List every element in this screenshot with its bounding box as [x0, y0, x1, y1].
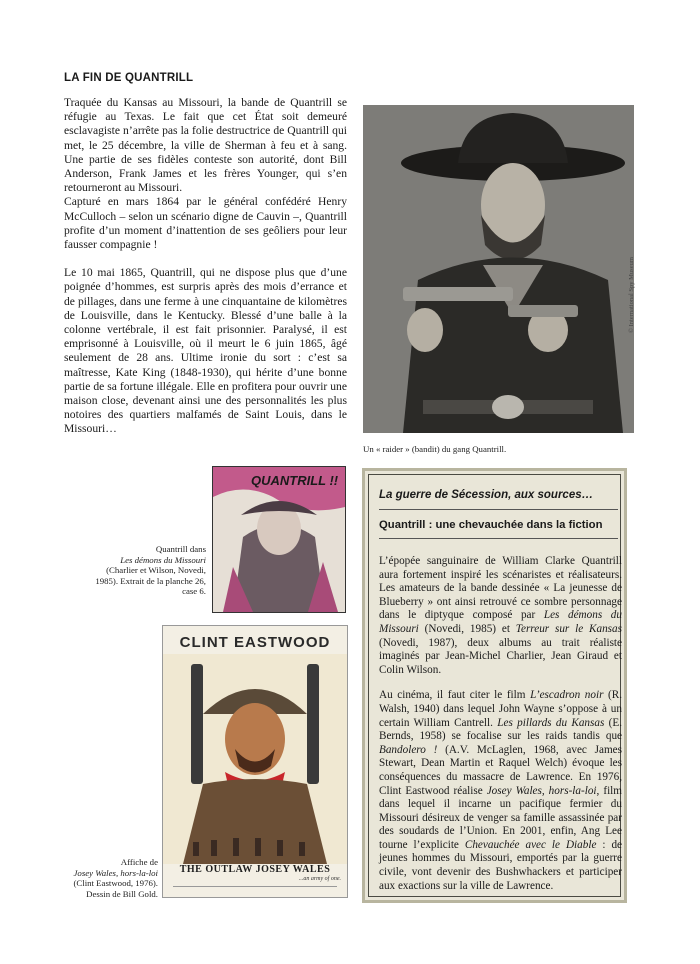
movie-poster	[162, 625, 348, 898]
photo-caption: Un « raider » (bandit) du gang Quantrill.	[363, 444, 507, 454]
comic-panel	[212, 466, 346, 613]
text-run: Les démons du Missouri	[379, 609, 622, 635]
caption-title: Les démons du Missouri	[120, 554, 206, 565]
caption-line: Quantrill dans	[155, 544, 206, 554]
caption-line: Extrait de la planche 26, case 6.	[120, 575, 206, 597]
sidebar-title: La guerre de Sécession, aux sources…	[379, 489, 594, 501]
poster-caption	[60, 857, 158, 899]
poster-tagline: ...an army of one.	[298, 876, 341, 882]
caption-line: (Charlier et Wilson, Novedi, 1985).	[95, 565, 206, 586]
raider-photo	[363, 105, 634, 433]
article-body	[64, 96, 347, 437]
caption-title: Josey Wales, hors-la-loi	[73, 867, 158, 878]
text-run: Josey Wales, hors-la-loi	[486, 784, 597, 797]
text-run: : de jeunes hommes du Missouri, emportés par la guerre civile, vont devenir des Bushwhackers et participer aux exactions sur la ville de Lawrence.	[379, 838, 623, 892]
text-run: Chevauchée avec le Diable	[464, 838, 597, 851]
text-run: (A.V. McLaglen, 1968, avec James Stewart, Dean Martin et Raquel Welch) évoque les conséquences du massacre de Lawrence. En 1976, Clint Eastwood réalise	[379, 743, 623, 797]
sidebar-paragraph	[379, 555, 622, 677]
text-run: Au cinéma, il faut citer le film	[379, 689, 531, 702]
text-run: Terreur sur le Kansas	[515, 622, 622, 635]
text-run: (Novedi, 1987), deux albums au trait réaliste imaginés par Jean-Michel Charlier, Jean Giraud et Colin Wilson.	[379, 636, 622, 676]
poster-title: THE OUTLAW JOSEY WALES	[179, 864, 331, 875]
text-run: , film dans lequel il incarne un pacifique fermier du Missouri désireux de venger sa famille assassinée par des soudards de l’Union. En 2001, enfin, Ang Lee tourne l’explicite	[379, 784, 622, 851]
sidebar-paragraph	[379, 689, 622, 893]
paragraph: Capturé en mars 1864 par le général confédéré Henry McCulloch – selon un scénario digne de Cauvin –, Quantrill profite d’un moment d’inattention de ses geôliers pour leur fausser compagnie !	[64, 195, 347, 252]
text-run: Les pillards du Kansas	[497, 716, 605, 729]
poster-actor: CLINT EASTWOOD	[179, 634, 331, 651]
sidebar-text	[379, 555, 622, 893]
text-run: (E. Bernds, 1958) se focalise sur les raids tandis que	[379, 716, 623, 743]
sidebar-box	[362, 468, 627, 903]
text-run: L’escadron noir	[530, 689, 604, 702]
caption-line: (Clint Eastwood, 1976).	[73, 878, 158, 889]
poster-credits-block	[173, 886, 337, 895]
text-run: Bandolero !	[379, 743, 438, 756]
paragraph: Traquée du Kansas au Missouri, la bande de Quantrill se réfugie au Texas. Le fait que cet État soit demeuré esclavagiste n’arrête pas la folie destructrice de Quantrill qui met, le 25 décembre, la ville de Sherman à feu et à sang. Une partie de ses fidèles conteste son autorité, dont Bill Anderson, Frank James et les frères Younger, qui s’en retourneront au Missouri.	[64, 96, 347, 195]
divider	[379, 538, 618, 539]
divider	[379, 509, 618, 510]
sidebar-frame	[368, 474, 621, 897]
comic-title: QUANTRILL !!	[251, 473, 339, 488]
text-run: (Novedi, 1985) et	[418, 622, 516, 635]
caption-line: Dessin de Bill Gold.	[86, 888, 158, 899]
paragraph: Le 10 mai 1865, Quantrill, qui ne dispose plus que d’une poignée d’hommes, est surpris après des mois d’errance et de pillages, dans une ferme à une cinquantaine de kilomètres de Louisville, dans le Kentucky. Blessé d’une balle à la colonne vertébrale, il est fait prisonnier. Paralysé, il est emprisonné à Louisville, où il meurt le 6 juin 1865, âgé seulement de 28 ans. Ultime ironie du sort : c’est sa maîtresse, Kate King (1848-1930), qui hérite d’une bonne partie de sa fortune illégale. Elle en profitera pour ouvrir une maison close, devenant ainsi une des personnalités les plus notoires des quartiers malfamés de Saint Louis, dans le Missouri…	[64, 266, 347, 436]
comic-caption	[94, 544, 206, 597]
sidebar-subtitle: Quantrill : une chevauchée dans la fiction	[379, 519, 603, 531]
photo-credit: © International Spy Museum	[628, 257, 635, 333]
caption-line: Affiche de	[120, 857, 158, 867]
section-title: LA FIN DE QUANTRILL	[64, 72, 194, 84]
text-run: (R. Walsh, 1940) dans lequel John Wayne s’oppose à un certain William Cantrell.	[379, 689, 623, 729]
text-run: L’épopée sanguinaire de William Clarke Quantrill aura fortement inspiré les scénaristes et réalisateurs. Les amateurs de la bande dessinée « La jeunesse de Blueberry » ont ainsi retrouvé ce sombre personnage dans le diptyque composé par	[379, 555, 622, 622]
